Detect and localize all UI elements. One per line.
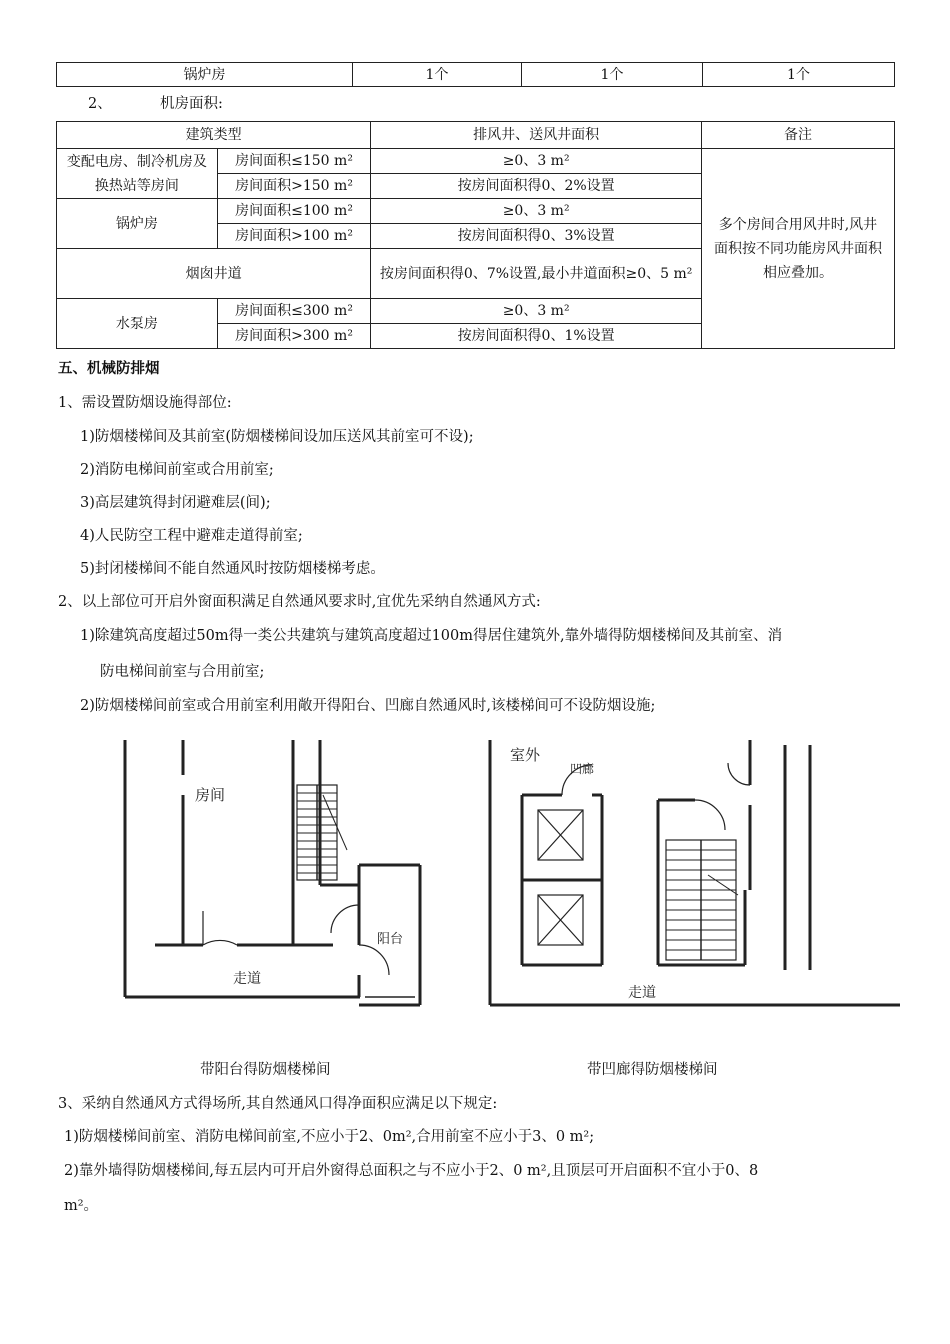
figure-caption: 带阳台得防烟楼梯间 — [200, 1062, 331, 1078]
paragraph: 2、以上部位可开启外窗面积满足自然通风要求时,宜优先采纳自然通风方式: — [58, 594, 541, 610]
list-item: 1)防烟楼梯间前室、消防电梯间前室,不应小于2、0m²,合用前室不应小于3、0 m²; — [64, 1129, 595, 1145]
condition-cell: 房间面积≤300 m² — [217, 299, 371, 324]
value-cell: ≥0、3 m² — [371, 199, 702, 224]
header-cell: 备注 — [701, 122, 894, 149]
list-item: 2)消防电梯间前室或合用前室; — [80, 462, 274, 478]
condition-cell: 房间面积>100 m² — [217, 224, 371, 249]
list-item-continued: 防电梯间前室与合用前室; — [100, 664, 265, 680]
list-item: 2)防烟楼梯间前室或合用前室利用敞开得阳台、凹廊自然通风时,该楼梯间可不设防烟设施; — [80, 698, 656, 714]
table-cell: 1个 — [353, 63, 522, 87]
condition-cell: 房间面积>300 m² — [217, 324, 371, 349]
paragraph: 1、需设置防烟设施得部位: — [58, 395, 232, 411]
remark-cell: 多个房间合用风井时,风井面积按不同功能房风井面积相应叠加。 — [701, 149, 894, 349]
section-2-number: 2、 — [88, 96, 112, 112]
value-cell: 按房间面积得0、2%设置 — [371, 174, 702, 199]
table-cell: 1个 — [522, 63, 703, 87]
list-item: 4)人民防空工程中避难走道得前室; — [80, 528, 303, 544]
list-item: 1)除建筑高度超过50m得一类公共建筑与建筑高度超过100m得居住建筑外,靠外墙得防烟楼梯间及其前室、消 — [80, 628, 783, 644]
group-name: 烟囱井道 — [57, 249, 371, 299]
recess-stair-diagram — [480, 735, 915, 1010]
list-item: 1)防烟楼梯间及其前室(防烟楼梯间设加压送风其前室可不设); — [80, 429, 474, 445]
header-cell: 排风井、送风井面积 — [371, 122, 702, 149]
section-2-heading: 机房面积: — [160, 96, 223, 112]
value-cell: 按房间面积得0、7%设置,最小井道面积≥0、5 m² — [371, 249, 702, 299]
value-cell: 按房间面积得0、3%设置 — [371, 224, 702, 249]
corridor-label: 走道 — [628, 985, 656, 1001]
table-cell: 锅炉房 — [57, 63, 353, 87]
condition-cell: 房间面积≤100 m² — [217, 199, 371, 224]
value-cell: ≥0、3 m² — [371, 149, 702, 174]
list-item: 2)靠外墙得防烟楼梯间,每五层内可开启外窗得总面积之与不应小于2、0 m²,且顶层可开启面积不宜小于0、8 — [64, 1163, 759, 1179]
area-table — [56, 121, 895, 349]
value-cell: 按房间面积得0、1%设置 — [371, 324, 702, 349]
top-table — [56, 62, 895, 87]
value-cell: ≥0、3 m² — [371, 299, 702, 324]
paragraph: 3、采纳自然通风方式得场所,其自然通风口得净面积应满足以下规定: — [58, 1096, 498, 1112]
table-cell: 1个 — [703, 63, 895, 87]
group-name: 水泵房 — [57, 299, 218, 349]
corridor-label: 走道 — [233, 971, 261, 987]
recess-label: 凹廊 — [570, 762, 595, 776]
outdoor-label: 室外 — [510, 746, 541, 764]
balcony-label: 阳台 — [377, 932, 404, 947]
group-name: 变配电房、制冷机房及换热站等房间 — [57, 149, 218, 199]
balcony-stair-diagram — [115, 735, 430, 1010]
condition-cell: 房间面积>150 m² — [217, 174, 371, 199]
figure-caption: 带凹廊得防烟楼梯间 — [587, 1062, 718, 1078]
list-item: 3)高层建筑得封闭避难层(间); — [80, 495, 271, 511]
room-label: 房间 — [195, 786, 226, 804]
list-item-continued: m²。 — [64, 1198, 99, 1214]
condition-cell: 房间面积≤150 m² — [217, 149, 371, 174]
section-title: 五、机械防排烟 — [58, 361, 160, 377]
list-item: 5)封闭楼梯间不能自然通风时按防烟楼梯考虑。 — [80, 561, 385, 577]
header-cell: 建筑类型 — [57, 122, 371, 149]
group-name: 锅炉房 — [57, 199, 218, 249]
